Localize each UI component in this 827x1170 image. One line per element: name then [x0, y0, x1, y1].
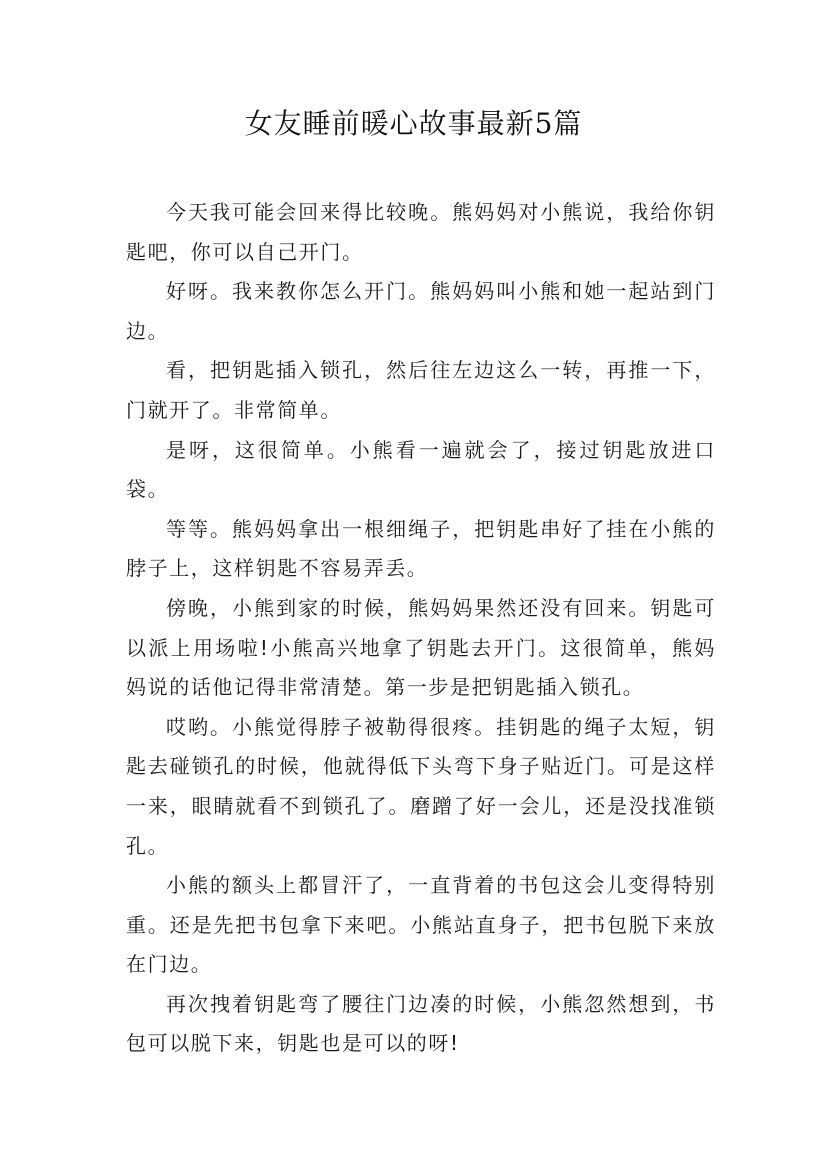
paragraph-7: 哎哟。小熊觉得脖子被勒得很疼。挂钥匙的绳子太短，钥匙去碰锁孔的时候，他就得低下头弯下身子贴近门。可是这样一来，眼睛就看不到锁孔了。磨蹭了好一会儿，还是没找准锁孔。 [126, 714, 716, 858]
paragraph-4: 是呀，这很简单。小熊看一遍就会了，接过钥匙放进口袋。 [126, 437, 716, 502]
document-title: 女友睡前暖心故事最新5篇 [244, 107, 583, 140]
document-body [126, 193, 716, 1064]
paragraph-9: 再次拽着钥匙弯了腰往门边凑的时候，小熊忽然想到，书包可以脱下来，钥匙也是可以的呀! [126, 991, 716, 1056]
paragraph-1: 今天我可能会回来得比较晚。熊妈妈对小熊说，我给你钥匙吧，你可以自己开门。 [126, 200, 716, 264]
paragraph-3: 看，把钥匙插入锁孔，然后往左边这么一转，再推一下，门就开了。非常简单。 [126, 358, 716, 422]
paragraph-2: 好呀。我来教你怎么开门。熊妈妈叫小熊和她一起站到门边。 [126, 279, 716, 343]
paragraph-5: 等等。熊妈妈拿出一根细绳子，把钥匙串好了挂在小熊的脖子上，这样钥匙不容易弄丢。 [126, 516, 716, 581]
paragraph-8: 小熊的额头上都冒汗了，一直背着的书包这会儿变得特别重。还是先把书包拿下来吧。小熊站直身子，把书包脱下来放在门边。 [126, 873, 716, 977]
paragraph-6: 傍晚，小熊到家的时候，熊妈妈果然还没有回来。钥匙可以派上用场啦!小熊高兴地拿了钥匙去开门。这很简单，熊妈妈说的话他记得非常清楚。第一步是把钥匙插入锁孔。 [126, 595, 716, 700]
